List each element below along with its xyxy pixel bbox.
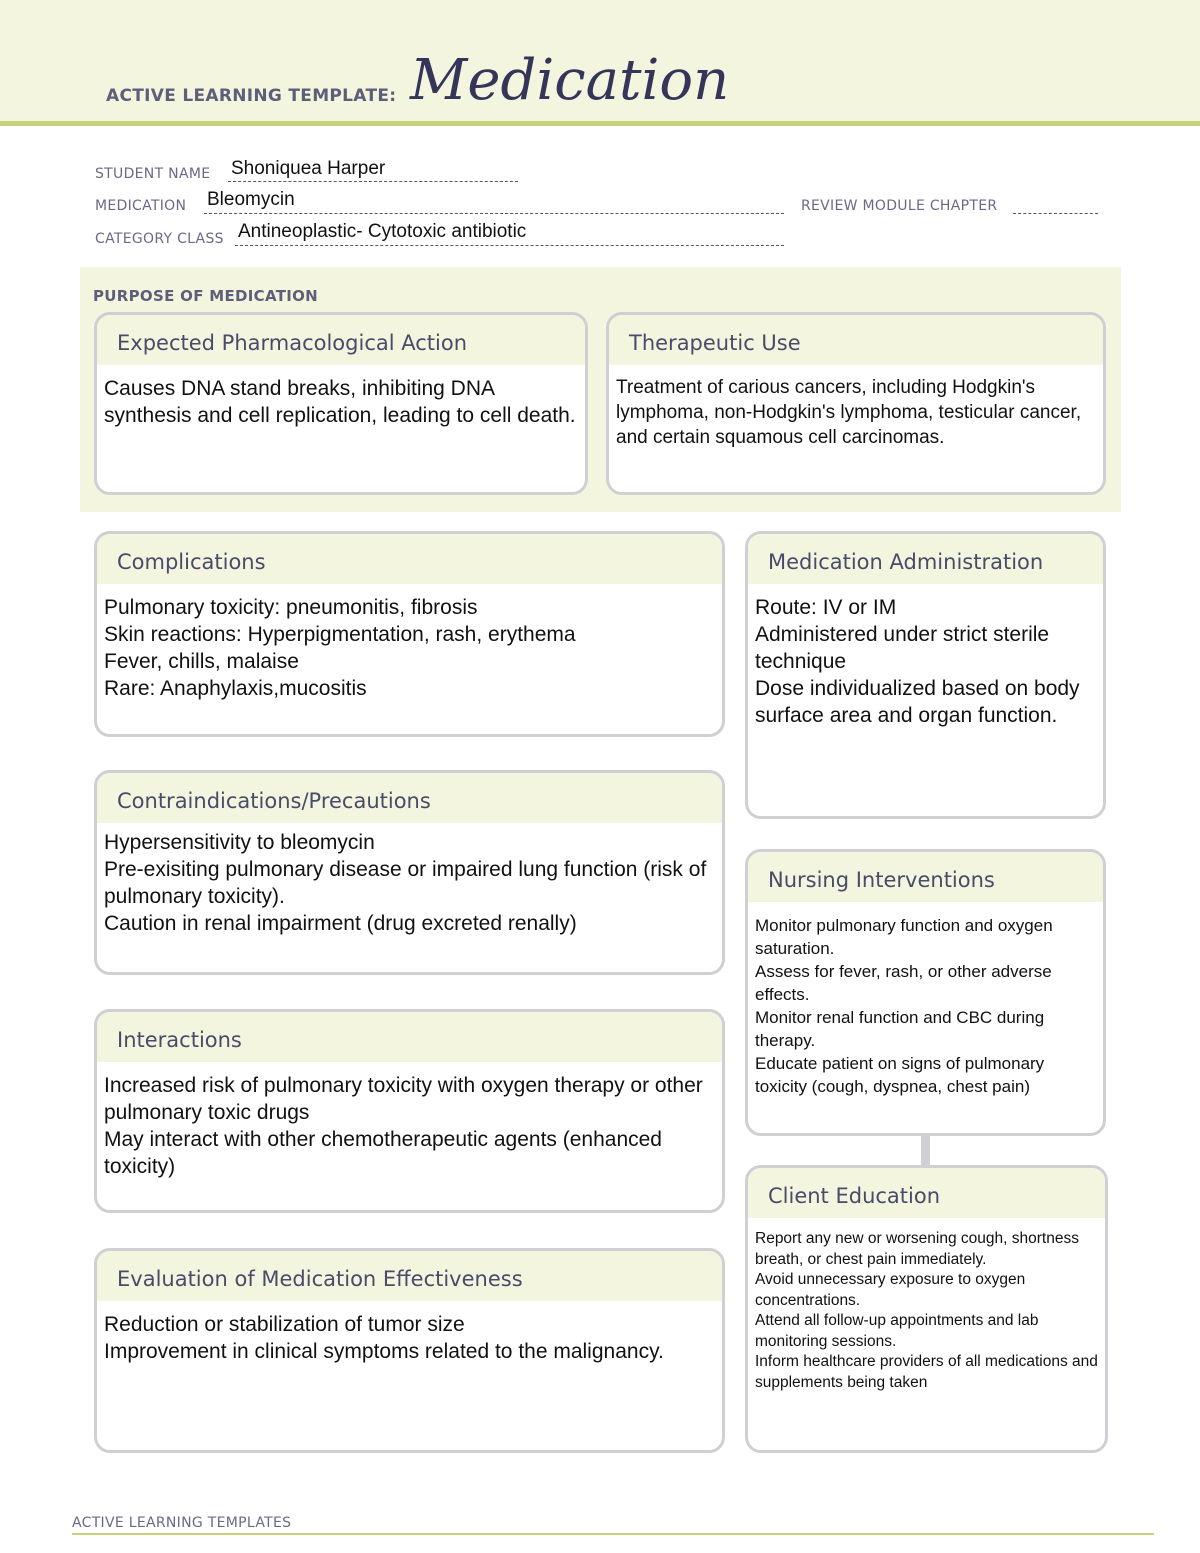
administration-title: Medication Administration <box>748 534 1103 584</box>
medication-line <box>204 213 784 214</box>
purpose-label: PURPOSE OF MEDICATION <box>93 287 319 305</box>
interactions-box <box>94 1009 725 1213</box>
student-name-label: STUDENT NAME <box>95 166 211 182</box>
review-module-label: REVIEW MODULE CHAPTER <box>801 198 998 214</box>
category-class-line <box>235 245 784 246</box>
medication-field[interactable]: Bleomycin <box>207 189 295 210</box>
student-name-line <box>228 181 518 182</box>
contraindications-title: Contraindications/Precautions <box>97 773 722 823</box>
administration-box <box>745 531 1106 819</box>
interactions-text[interactable]: Increased risk of pulmonary toxicity with oxygen therapy or other pulmonary toxic drugs May interact with other chemotherapeutic agents (enhanced toxicity) <box>104 1074 703 1178</box>
expected-action-box <box>94 312 588 495</box>
category-class-label: CATEGORY CLASS <box>95 231 224 247</box>
client-education-text[interactable]: Report any new or worsening cough, shortness breath, or chest pain immediately. Avoid unnecessary exposure to oxygen concentrations. Attend all follow-up appointments and lab monitoring sessions. Inform healthcare providers of all medications and supplements being taken <box>755 1230 1098 1391</box>
expected-action-text[interactable]: Causes DNA stand breaks, inhibiting DNA synthesis and cell replication, leading to cell death. <box>104 377 576 427</box>
page-title: Medication <box>410 48 730 113</box>
evaluation-text[interactable]: Reduction or stabilization of tumor size Improvement in clinical symptoms related to the malignancy. <box>104 1313 664 1363</box>
footer-rule <box>72 1533 1154 1535</box>
evaluation-title: Evaluation of Medication Effectiveness <box>97 1251 722 1301</box>
administration-text[interactable]: Route: IV or IM Administered under strict sterile technique Dose individualized based on body surface area and organ function. <box>755 596 1080 727</box>
therapeutic-use-title: Therapeutic Use <box>609 315 1103 365</box>
complications-box <box>94 531 725 737</box>
client-education-box <box>745 1165 1108 1453</box>
contraindications-text[interactable]: Hypersensitivity to bleomycin Pre-exisiting pulmonary disease or impaired lung function (risk of pulmonary toxicity). Caution in renal impairment (drug excreted renally) <box>104 831 707 935</box>
nursing-interventions-title: Nursing Interventions <box>748 852 1103 902</box>
header-rule <box>0 121 1200 126</box>
expected-action-title: Expected Pharmacological Action <box>97 315 585 365</box>
footer-label: ACTIVE LEARNING TEMPLATES <box>72 1515 292 1531</box>
nursing-interventions-text[interactable]: Monitor pulmonary function and oxygen saturation. Assess for fever, rash, or other adverse effects. Monitor renal function and CBC during therapy. Educate patient on signs of pulmonary toxicity (cough, dyspnea, chest pain) <box>755 916 1053 1096</box>
student-name-field[interactable]: Shoniquea Harper <box>231 158 386 179</box>
complications-title: Complications <box>97 534 722 584</box>
template-label: ACTIVE LEARNING TEMPLATE: <box>106 86 397 106</box>
review-module-line <box>1013 213 1098 214</box>
category-class-field[interactable]: Antineoplastic- Cytotoxic antibiotic <box>238 221 527 242</box>
therapeutic-use-box <box>606 312 1106 495</box>
interactions-title: Interactions <box>97 1012 722 1062</box>
medication-label: MEDICATION <box>95 198 187 214</box>
connector-bar <box>921 1134 930 1166</box>
evaluation-box <box>94 1248 725 1453</box>
therapeutic-use-text[interactable]: Treatment of carious cancers, including Hodgkin's lymphoma, non-Hodgkin's lymphoma, testicular cancer, and certain squamous cell carcinomas. <box>616 377 1082 448</box>
contraindications-box <box>94 770 725 975</box>
nursing-interventions-box <box>745 849 1106 1136</box>
client-education-title: Client Education <box>748 1168 1105 1218</box>
complications-text[interactable]: Pulmonary toxicity: pneumonitis, fibrosis Skin reactions: Hyperpigmentation, rash, erythema Fever, chills, malaise Rare: Anaphylaxis,mucositis <box>104 596 576 700</box>
